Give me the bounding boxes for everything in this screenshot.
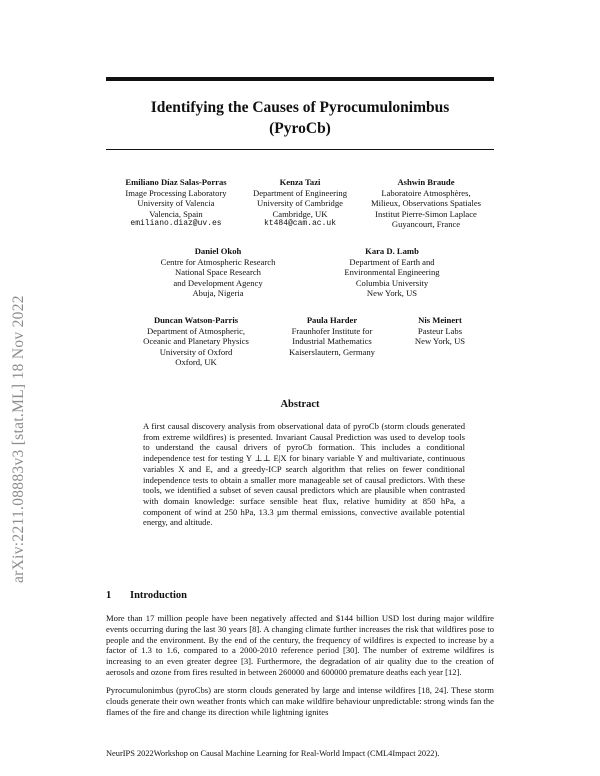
author-affiliation: Cambridge, UK — [272, 208, 328, 219]
author-block — [237, 177, 363, 230]
author-name: Kenza Tazi — [279, 177, 321, 187]
author-name: Duncan Watson-Parris — [153, 315, 239, 325]
author-block — [400, 315, 480, 347]
author-affiliation: Fraunhofer Institute for — [291, 325, 373, 336]
author-block — [136, 246, 300, 299]
author-affiliation: Guyancourt, France — [391, 219, 461, 230]
author-affiliation: Oceanic and Planetary Physics — [143, 336, 249, 347]
author-affiliation: National Space Research — [175, 267, 261, 278]
arxiv-sidebar-id: arXiv:2211.08883v3 [stat.ML] 18 Nov 2022 — [10, 295, 27, 583]
author-affiliation: Centre for Atmospheric Research — [160, 256, 276, 267]
author-affiliation: Abuja, Nigeria — [192, 288, 244, 299]
author-name: Ashwin Braude — [397, 177, 455, 187]
author-affiliation: Environmental Engineering — [344, 267, 440, 278]
paper-title-line-1: Identifying the Causes of Pyrocumulonimbus — [150, 99, 450, 116]
author-block — [268, 315, 396, 357]
author-affiliation: and Development Agency — [173, 277, 263, 288]
page-footer: NeurIPS 2022Workshop on Causal Machine Learning for Real-World Impact (CML4Impact 2022). — [106, 749, 440, 758]
author-affiliation: Department of Atmospheric, — [146, 325, 246, 336]
author-block — [354, 177, 498, 230]
paper-title-line-2: (PyroCb) — [269, 120, 331, 137]
author-affiliation: Department of Earth and — [349, 256, 435, 267]
author-affiliation: University of Oxford — [159, 346, 233, 357]
author-affiliation: Kaiserslautern, Germany — [289, 346, 375, 357]
author-affiliation: Oxford, UK — [175, 357, 217, 368]
author-name: Nis Meinert — [418, 315, 462, 325]
author-name: Paula Harder — [306, 315, 358, 325]
intro-paragraph: More than 17 million people have been negatively affected and $144 billion USD lost during major wildfire events occurring during the last 30 years [8]. A changing climate further increases the risk that wildfires pose to people and the environment. By the end of the century, the frequency of wildfires is expected to increase by a factor of 1.3 to 1.6, compared to a 2000-2010 reference period [30]. The number of extreme wildfires is increasing to an even greater degree [3]. Furthermore, the degradation of air quality due to the creation of aerosols and ozone from fires resulted in between 260000 and 600000 premature deaths each year [12]. — [106, 613, 494, 677]
author-affiliation: Columbia University — [355, 277, 429, 288]
author-name: Daniel Okoh — [194, 246, 242, 256]
author-affiliation: Institut Pierre-Simon Laplace — [375, 208, 477, 219]
author-name: Emiliano Díaz Salas-Porras — [125, 177, 227, 187]
author-affiliation: Valencia, Spain — [149, 208, 203, 219]
author-affiliation: Department of Engineering — [252, 187, 348, 198]
abstract-heading: Abstract — [280, 399, 320, 410]
section-number: 1 — [106, 590, 112, 601]
author-email[interactable]: kt484@cam.ac.uk — [263, 219, 336, 229]
author-affiliation: New York, US — [366, 288, 418, 299]
author-block — [106, 177, 246, 230]
title-bottom-rule — [106, 149, 494, 150]
abstract-text: A first causal discovery analysis from observational data of pyroCb (storm clouds generated from extreme wildfires) is presented. Invariant Causal Prediction was used to develop tools to understand the causal drivers of pyroCb formation. This includes a conditional independence test for testing Y ⊥⊥ E|X for binary variable Y and multivariate, continuous variables X and E, and a greedy-ICP search algorithm that relies on fewer conditional independence tests to obtain a smaller more manageable set of causal predictors. With these tools, we identified a subset of seven causal predictors which are plausible when contrasted with domain knowledge: surface sensible heat flux, relative humidity at 850 hPa, a component of wind at 250 hPa, 13.3 µm thermal emissions, convective available potential energy, and altitude. — [143, 421, 465, 528]
intro-paragraph: Pyrocumulonimbus (pyroCbs) are storm clouds generated by large and intense wildfires [18, 24]. These storm clouds generate their own weather fronts which can make wildfire behaviour unpredictable: strong winds fan the flames of the fire and change its direction while lightning ignites — [106, 685, 494, 717]
author-name: Kara D. Lamb — [365, 246, 419, 256]
author-affiliation: University of Cambridge — [257, 198, 343, 209]
author-affiliation: Pasteur Labs — [417, 325, 463, 336]
author-affiliation: Laboratoire Atmosphères, — [381, 187, 471, 198]
author-block — [122, 315, 270, 368]
author-block — [322, 246, 462, 299]
paper-title — [100, 97, 500, 139]
author-affiliation: University of Valencia — [137, 198, 215, 209]
title-top-rule — [106, 77, 494, 81]
author-email[interactable]: emiliano.diaz@uv.es — [130, 219, 222, 229]
section-heading — [106, 590, 187, 601]
author-affiliation: New York, US — [414, 336, 466, 347]
author-affiliation: Milieux, Observations Spatiales — [370, 198, 482, 209]
author-affiliation: Industrial Mathematics — [292, 336, 372, 347]
section-title: Introduction — [130, 590, 187, 601]
author-affiliation: Image Processing Laboratory — [125, 187, 227, 198]
